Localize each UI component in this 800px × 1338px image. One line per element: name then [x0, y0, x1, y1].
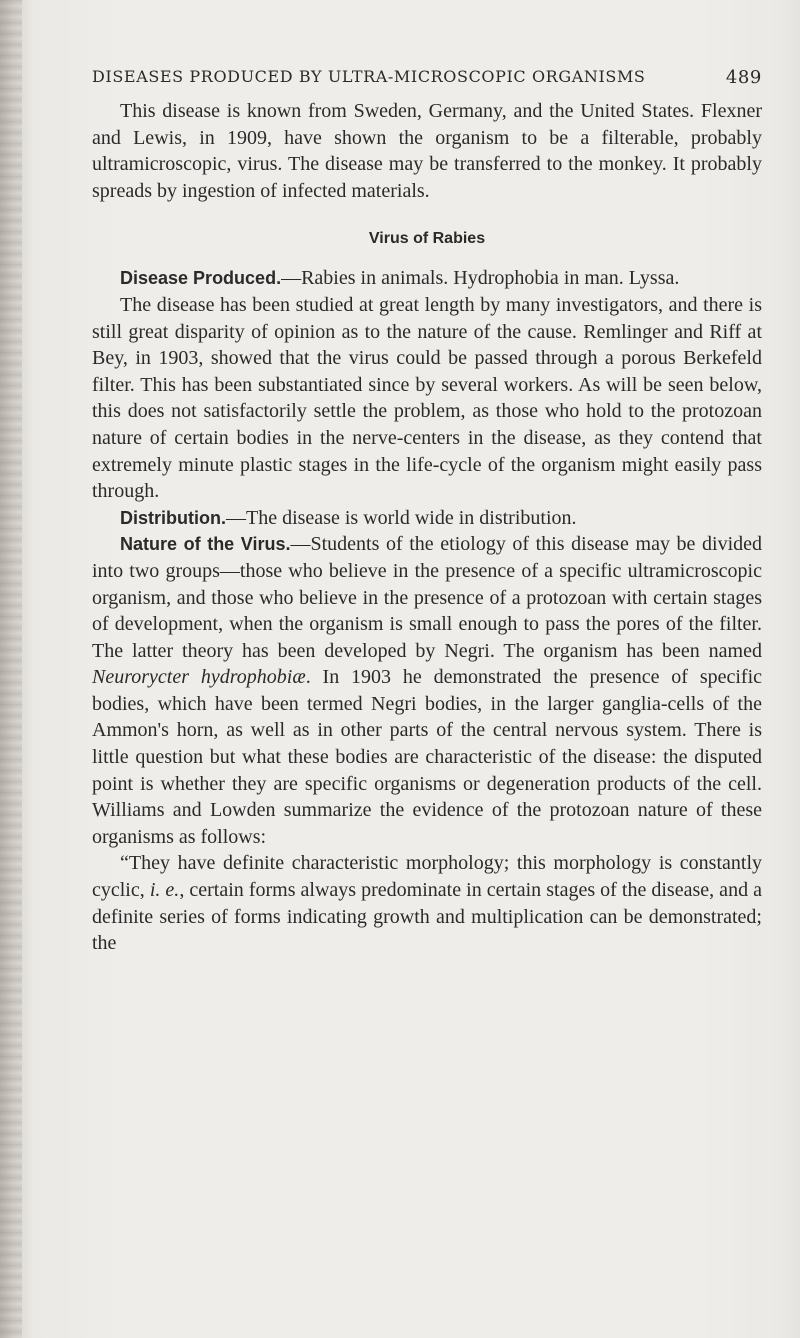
distribution-label: Distribution.: [120, 507, 226, 528]
distribution-paragraph: [92, 505, 762, 532]
running-title: DISEASES PRODUCED BY ULTRA-MICROSCOPIC ORGANISMS: [92, 67, 646, 86]
running-header: [92, 67, 762, 97]
quote-text-a: “They have definite characteristic morphology; this morphology is constantly cyclic,: [92, 852, 762, 902]
nature-text-a: —Students of the etiology of this disease may be divided into two groups—those who believe in the presence of a specific ultramicroscopic organism, and those who believe in the presence of a protozoan with certain stages of development, when the organism is small enough to pass the pores of the filter. The latter theory has been developed by Negri. The organism has been named: [92, 533, 763, 662]
nature-label: Nature of the Virus.: [120, 534, 291, 555]
page-number: 489: [725, 67, 762, 88]
binding-gutter: [0, 0, 22, 1338]
study-paragraph: The disease has been studied at great length by many investigators, and there is still great disparity of opinion as to the nature of the cause. Remlinger and Riff at Bey, in 1903, showed that the virus could be passed through a porous Berkefeld filter. This has been substantiated since by several workers. As will be seen below, this does not satisfactorily settle the problem, as those who hold to the protozoan nature of certain bodies in the nerve-centers in the disease, as they contend that extremely minute plastic stages in the life-cycle of the organism might easily pass through.: [92, 293, 762, 503]
quote-text-b: , certain forms always predominate in certain stages of the disease, and a definite series of forms indicating growth and multiplication can be demonstrated; the: [92, 879, 762, 955]
page-body: [92, 98, 762, 957]
ie-abbrev: i. e.: [149, 879, 180, 902]
intro-paragraph: This disease is known from Sweden, Germany, and the United States. Flexner and Lewis, in 1909, have shown the organism to be a filterable, probably ultramicroscopic, virus. The disease may be transferred to the monkey. It probably spreads by ingestion of infected materials.: [92, 100, 762, 202]
disease-produced-label: Disease Produced.: [120, 268, 282, 289]
quote-paragraph: [92, 850, 762, 956]
nature-text-b: . In 1903 he demonstrated the presence of specific bodies, which have been termed Negri bodies, in the larger ganglia-cells of the Ammon's horn, as well as in other parts of the central nervous system. There is little question but what these bodies are characteristic of the disease: the disputed point is whether they are specific organisms or degeneration products of the cell. Williams and Lowden summarize the evidence of the protozoan nature of these organisms as follows:: [92, 666, 763, 848]
disease-produced-paragraph: [92, 265, 762, 292]
section-title: Virus of Rabies: [368, 230, 486, 248]
species-name: Neurorycter hydrophobiæ: [92, 666, 306, 689]
nature-paragraph: [92, 531, 762, 850]
distribution-text: —The disease is world wide in distribution.: [226, 506, 577, 529]
disease-produced-text: —Rabies in animals. Hydrophobia in man. Lyssa.: [281, 267, 680, 290]
